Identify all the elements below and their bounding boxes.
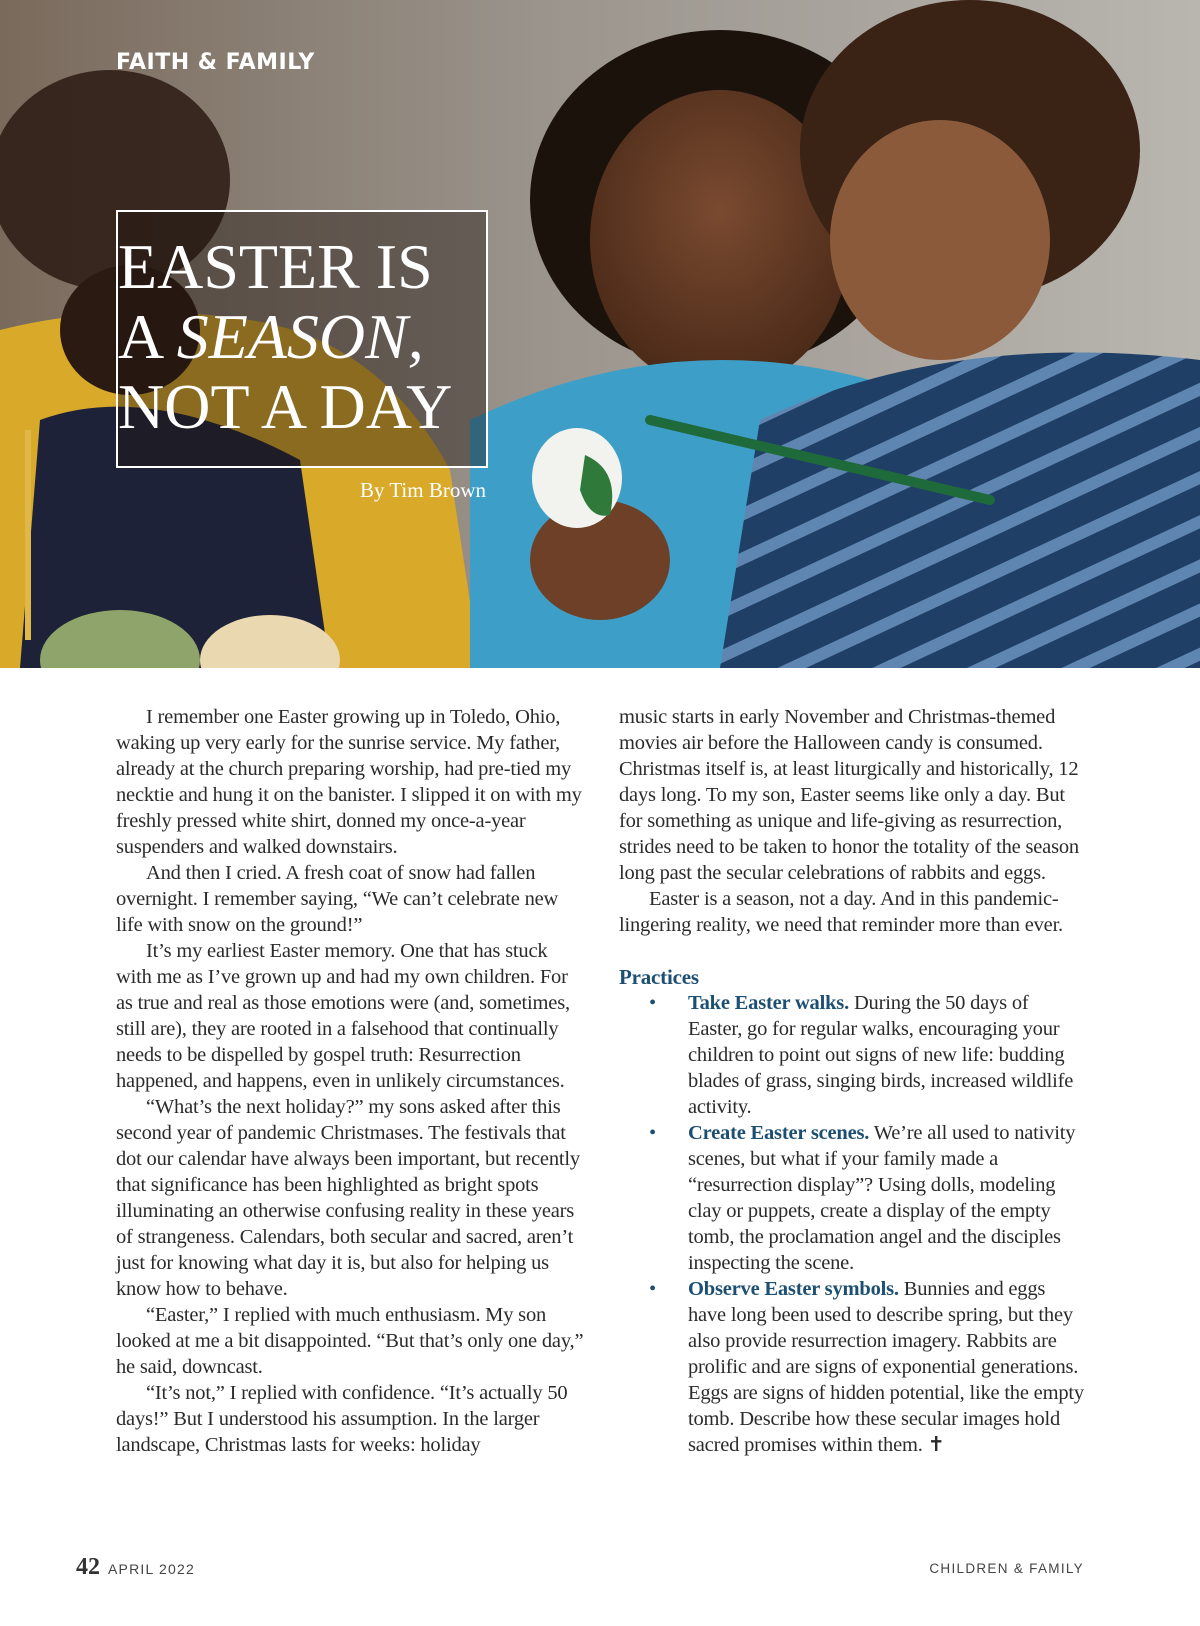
body-paragraph-continued: music starts in early November and Christmas-themed movies air before the Halloween candy is consumed. Christmas itself is, at least liturgically and historically, 12 days long. To my son, Easter seems like only a day. But for something as unique and life-giving as resurrection, strides need to be taken to honor the totality of the season long past the secular celebrations of rabbits and eggs. [619,706,1079,884]
hero-photo [0,0,1200,668]
body-paragraph: It’s my earliest Easter memory. One that has stuck with me as I’ve grown up and had my own children. For as true and real as those emotions were (and, sometimes, still are), they are rooted in a falsehood that continually needs to be dispelled by gospel truth: Resurrection happened, and happens, even in unlikely circumstances. [116,940,570,1092]
section-label: FAITH & FAMILY [116,50,315,75]
title-line-2-italic: SEASON, [176,301,424,372]
bullet-icon: • [649,1122,656,1144]
title-line-3: NOT A DAY [118,371,453,442]
title-line-1: EASTER IS [118,231,433,302]
practices-heading: Practices [619,965,699,989]
bullet-icon: • [649,992,656,1014]
article-title [118,232,452,442]
byline: By Tim Brown [359,478,486,502]
practice-lead: Create Easter scenes. [688,1122,870,1144]
body-paragraph: “What’s the next holiday?” my sons asked after this second year of pandemic Christmases. The festivals that dot our calendar have always been important, but recently that significance has been highlighted as bright spots illuminating an otherwise confusing reality in these years of strangeness. Calendars, both secular and sacred, aren’t just for knowing what day it is, but also for helping us know how to behave. [116,1096,580,1300]
practice-text: During the 50 days of Easter, go for regular walks, encouraging your children to point out signs of new life: budding blades of grass, singing birds, increased wildlife activity. [688,992,1074,1118]
body-paragraph: Easter is a season, not a day. And in this pandemic-lingering reality, we need that reminder more than ever. [619,888,1063,936]
title-box [116,210,488,468]
page-number: 42 [76,1554,100,1580]
practices-list [619,990,1085,1458]
practice-lead: Observe Easter symbols. [688,1278,899,1300]
practice-lead: Take Easter walks. [688,992,850,1014]
body-paragraph: I remember one Easter growing up in Toledo, Ohio, waking up very early for the sunrise service. My father, already at the church preparing worship, had pre-tied my necktie and hung it on the banister. I slipped it on with my freshly pressed white shirt, donned my once-a-year suspenders and walked downstairs. [116,706,582,858]
practice-item [619,990,1085,1120]
body-paragraph: “Easter,” I replied with much enthusiasm. My son looked at me a bit disappointed. “But that’s only one day,” he said, downcast. [116,1304,584,1378]
left-column [116,704,584,1458]
bullet-icon: • [649,1278,656,1300]
title-line-2-plain: A [118,301,177,372]
practice-text: Bunnies and eggs have long been used to describe spring, but they also provide resurrection imagery. Rabbits are prolific and are signs of exponential generations. Eggs are signs of hidden potential, like the empty tomb. Describe how these secular images hold sacred promises within them. [688,1278,1084,1456]
right-column [619,704,1085,1458]
issue-date: APRIL 2022 [108,1561,195,1577]
footer-section: CHILDREN & FAMILY [929,1561,1084,1576]
cross-end-mark-icon: ✝ [927,1434,945,1456]
practice-text: We’re all used to nativity scenes, but what if your family made a “resurrection display”? Using dolls, modeling clay or puppets, create a display of the empty tomb, the proclamation angel and the disciples inspecting the scene. [688,1122,1076,1274]
practice-item [619,1276,1085,1458]
footer-left [76,1554,195,1581]
practice-item [619,1120,1085,1276]
body-paragraph: “It’s not,” I replied with confidence. “It’s actually 50 days!” But I understood his assumption. In the larger landscape, Christmas lasts for weeks: holiday [116,1382,568,1456]
body-paragraph: And then I cried. A fresh coat of snow had fallen overnight. I remember saying, “We can’t celebrate new life with snow on the ground!” [116,862,559,936]
